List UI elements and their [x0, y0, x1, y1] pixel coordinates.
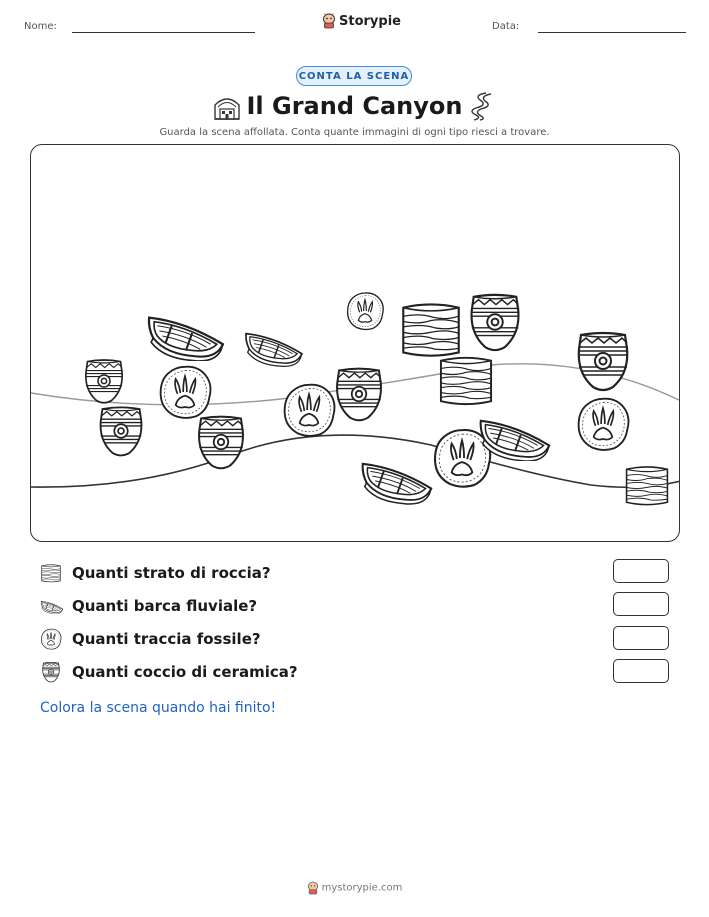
question-row [40, 594, 257, 618]
river-boat [149, 318, 223, 361]
question-row [40, 561, 271, 585]
name-line[interactable] [72, 32, 255, 33]
pottery-shard [101, 407, 143, 455]
date-label: Data: [492, 21, 520, 32]
fossil-track [348, 293, 384, 330]
name-label: Nome: [24, 21, 57, 32]
pottery-shard [337, 369, 382, 421]
storypie-logo-icon [322, 13, 336, 29]
rock-layer [627, 467, 668, 505]
page-title: Il Grand Canyon [246, 92, 463, 120]
date-line[interactable] [538, 32, 686, 33]
river-boat [246, 334, 302, 367]
river-boat-icon [40, 597, 64, 615]
storypie-logo-icon [307, 881, 319, 895]
pottery-shard [199, 417, 244, 469]
answer-box[interactable] [613, 659, 669, 683]
pottery-shard [86, 360, 123, 403]
pottery-shard [579, 333, 628, 390]
brand-logo [322, 13, 401, 29]
question-text: Quanti strato di roccia? [72, 564, 271, 582]
counting-scene [30, 144, 680, 542]
answer-box[interactable] [613, 626, 669, 650]
rock-layer [441, 358, 491, 404]
question-row [40, 660, 298, 684]
river-icon [466, 91, 494, 121]
fossil-track [285, 385, 335, 436]
question-text: Quanti barca fluviale? [72, 597, 258, 615]
brand-name: Storypie [339, 13, 401, 29]
footer-url[interactable]: mystorypie.com [321, 882, 403, 894]
answer-box[interactable] [613, 559, 669, 583]
answer-box[interactable] [613, 592, 669, 616]
fossil-track [435, 430, 490, 487]
fossil-track [579, 399, 629, 450]
scene-drawing [31, 145, 680, 542]
river-boat [363, 464, 432, 504]
activity-badge: CONTA LA SCENA [296, 66, 412, 86]
question-row [40, 627, 261, 651]
pottery-shard-icon [40, 661, 62, 683]
fossil-track-icon [40, 628, 62, 650]
question-text: Quanti coccio di ceramica? [72, 663, 298, 681]
rock-layer-icon [40, 563, 62, 583]
rock-layer [403, 304, 458, 355]
footer [0, 881, 709, 895]
question-text: Quanti traccia fossile? [72, 630, 261, 648]
instructions: Guarda la scena affollata. Conta quante immagini di ogni tipo riesci a trovare. [159, 127, 550, 138]
pottery-shard [472, 295, 520, 350]
color-instruction: Colora la scena quando hai finito! [40, 700, 277, 716]
fossil-track [161, 367, 211, 418]
